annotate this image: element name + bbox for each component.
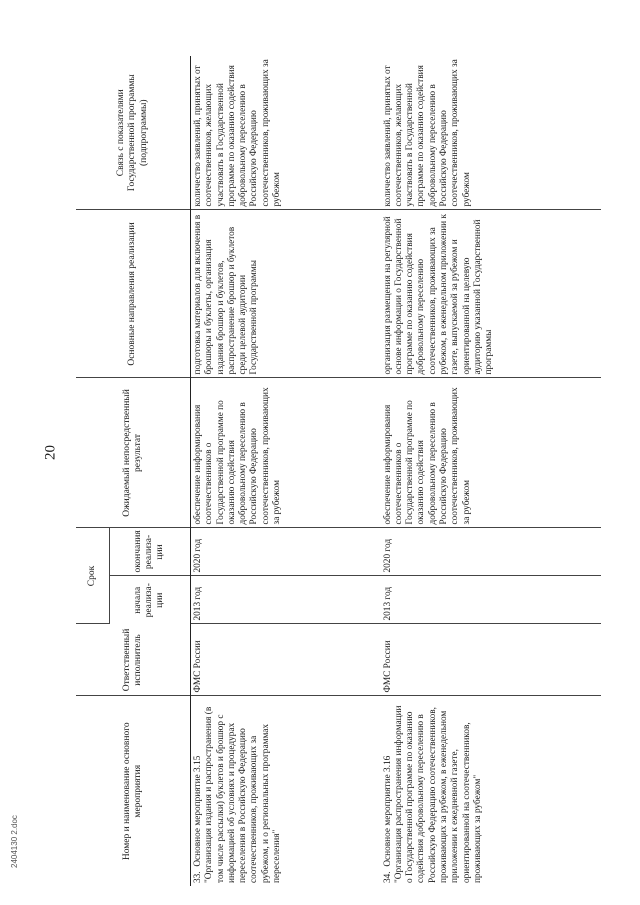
cell-name — [381, 696, 601, 886]
cell-executor: ФМС России — [381, 624, 601, 696]
page-number: 20 — [42, 445, 59, 460]
row-number: 33. — [193, 871, 203, 883]
cell-name — [191, 696, 381, 886]
row-name: Основное мероприятие 3.15 "Организация издания и распространения (в том числе рассылки) буклетов и брошюр с информацией об условиях и процедурах переселения в Российскую Федерацию соотечественников, проживающих за рубежом, и о региональных программах переселения" — [193, 706, 283, 883]
header-start: начала реализа-ции — [109, 576, 190, 624]
header-link: Связь с показателями Государственной программы (подпрограммы) — [76, 56, 191, 210]
cell-directions: организация размещения на регулярной основе информации о Государственной программе по оказанию содействия добровольному переселению соотечественников, проживающих за рубежом, в еженедельном приложении к газете, выпускаемой за рубежом и ориентированной на целевую аудиторию указанной Государственной программы — [381, 210, 601, 378]
table-header-row — [76, 56, 109, 886]
cell-end: 2020 год — [191, 528, 381, 576]
cell-executor: ФМС России — [191, 624, 381, 696]
cell-start: 2013 год — [191, 576, 381, 624]
cell-link: количество заявлений, принятых от соотечественников, желающих участвовать в Государственной программе по оказанию содействия добровольному переселению в Российскую Федерацию соотечественников, проживающих за рубежом — [193, 59, 283, 207]
activities-table — [76, 56, 601, 886]
table-row — [191, 56, 381, 886]
cell-directions: подготовка материалов для включения в брошюры и буклеты, организация издания брошюр и буклетов, распространение брошюр и буклетов среди целевой аудитории Государственной программы — [191, 210, 381, 378]
header-result: Ожидаемый непосредственный результат — [76, 378, 191, 528]
header-directions: Основные направления реализации — [76, 210, 191, 378]
row-number: 34. — [382, 871, 393, 883]
cell-result: обеспечение информирования соотечественников о Государственной программе по оказанию содействия добровольному переселению в Российскую Федерацию соотечественников, проживающих за рубежом — [381, 378, 601, 528]
header-srok: Срок — [76, 528, 109, 624]
header-number-name: Номер и наименование основного мероприятия — [76, 696, 191, 886]
cell-start: 2013 год — [381, 576, 601, 624]
table-row — [381, 56, 601, 886]
cell-end: 2020 год — [381, 528, 601, 576]
header-executor: Ответственный исполнитель — [76, 624, 191, 696]
header-end: окончания реализа-ции — [109, 528, 190, 576]
document-code: 2404130 2.doc — [10, 815, 19, 868]
rotated-table-wrapper — [76, 56, 604, 886]
cell-link: количество заявлений, принятых от соотечественников, желающих участвовать в Государственной программе по оказанию содействия добровольному переселению в Российскую Федерацию соотечественников, проживающих за рубежом — [382, 59, 472, 207]
row-name: Основное мероприятие 3.16 "Организация распространения информации о Государственной программе по оказанию содействия добровольному переселению в Российскую Федерацию соотечественников, проживающих за рубежом, в еженедельном приложении к ежедневной газете, ориентированной на соотечественников, проживающих за рубежом" — [382, 705, 483, 883]
cell-result: обеспечение информирования соотечественников о Государственной программе по оказанию содействия добровольному переселению в Российскую Федерацию соотечественников, проживающих за рубежом — [191, 378, 381, 528]
